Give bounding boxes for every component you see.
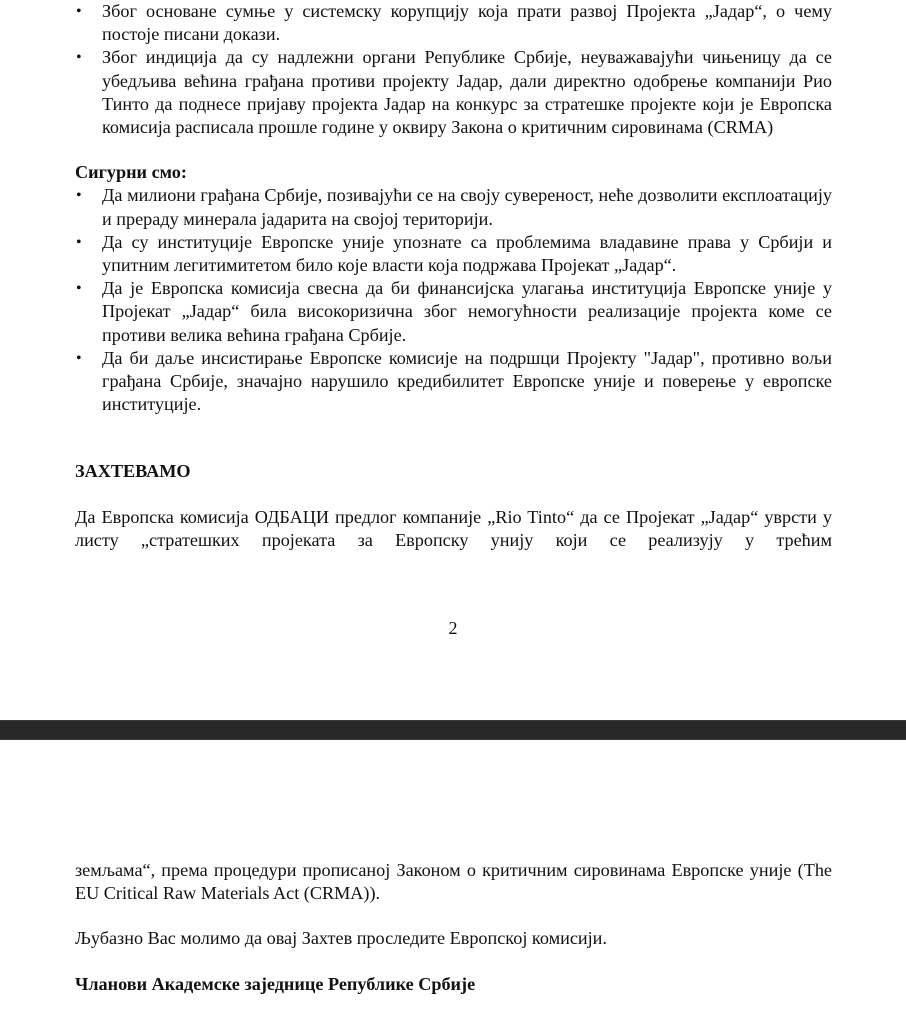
list-item xyxy=(75,46,832,139)
page-separator xyxy=(0,720,906,740)
bullet-icon: • xyxy=(76,349,82,367)
bullet-icon: • xyxy=(76,3,82,20)
list-item xyxy=(75,184,832,230)
sure-heading: Сигурни смо: xyxy=(75,162,187,183)
bullet-icon: • xyxy=(76,280,82,298)
list-item-text: Да би даље инсистирање Европске комисије на подршци Пројекту "Јадар", противно вољи грађана Србије, значајно нарушило кредибилитет Европске уније и поверење у европске институције. xyxy=(102,347,832,415)
list-item xyxy=(75,0,832,46)
list-item xyxy=(75,231,832,277)
demand-paragraph-end: земљама“, према процедури прописаној Законом о критичним сировинама Европске уније (The EU Critical Raw Materials Act (CRMA)). xyxy=(75,860,832,904)
list-item xyxy=(75,277,832,347)
list-item-text: Због основане сумње у системску корупцију која прати развој Пројекта „Јадар“, о чему постоје писани докази. xyxy=(102,1,832,45)
reasons-list xyxy=(75,0,832,139)
list-item-text: Да милиони грађана Србије, позивајући се на своју сувереност, неће дозволити експлоатацију и прераду минерала јадарита на својој територији. xyxy=(102,185,832,229)
bullet-icon: • xyxy=(76,49,82,67)
demand-paragraph-start: Да Европска комисија ОДБАЦИ предлог компаније „Rio Tinto“ да се Пројекат „Јадар“ уврсти у листу „стратешких пројеката за Европску унију који се реализују у трећим xyxy=(75,506,832,550)
list-item-text: Због индиција да су надлежни органи Републике Србије, неуважавајући чињеницу да се убедљива већина грађана противи пројекту Јадар, дали директно одобрење компанији Рио Тинто да поднесе пријаву пројекта Јадар на конкурс за стратешке пројекте који је Европска комисија расписала прошле године у оквиру Закона о критичним сировинама (CRMA) xyxy=(102,47,832,138)
bullet-icon: • xyxy=(76,233,82,251)
page-number: 2 xyxy=(448,618,458,638)
list-item-text: Да су институције Европске уније упознате са проблемима владавине права у Србији и упитним легитимитетом било које власти која подржава Пројекат „Јадар“. xyxy=(102,231,832,276)
page-3-content xyxy=(75,859,832,996)
list-item-text: Да је Европска комисија свесна да би финансијска улагања институција Европске уније у Пројекат „Јадар“ била високоризична због немогућности реализације пројекта коме се противи велика већина грађана Србије. xyxy=(102,278,832,345)
request-line: Љубазно Вас молимо да овај Захтев проследите Европској комисији. xyxy=(75,928,607,949)
sure-list xyxy=(75,184,832,416)
page-2-content xyxy=(75,0,832,552)
document-page-3 xyxy=(0,740,906,1024)
demand-heading: ЗАХТЕВАМО xyxy=(75,461,191,482)
signature: Чланови Академске заједнице Републике Србије xyxy=(75,973,476,994)
list-item xyxy=(75,347,832,417)
bullet-icon: • xyxy=(76,187,82,205)
